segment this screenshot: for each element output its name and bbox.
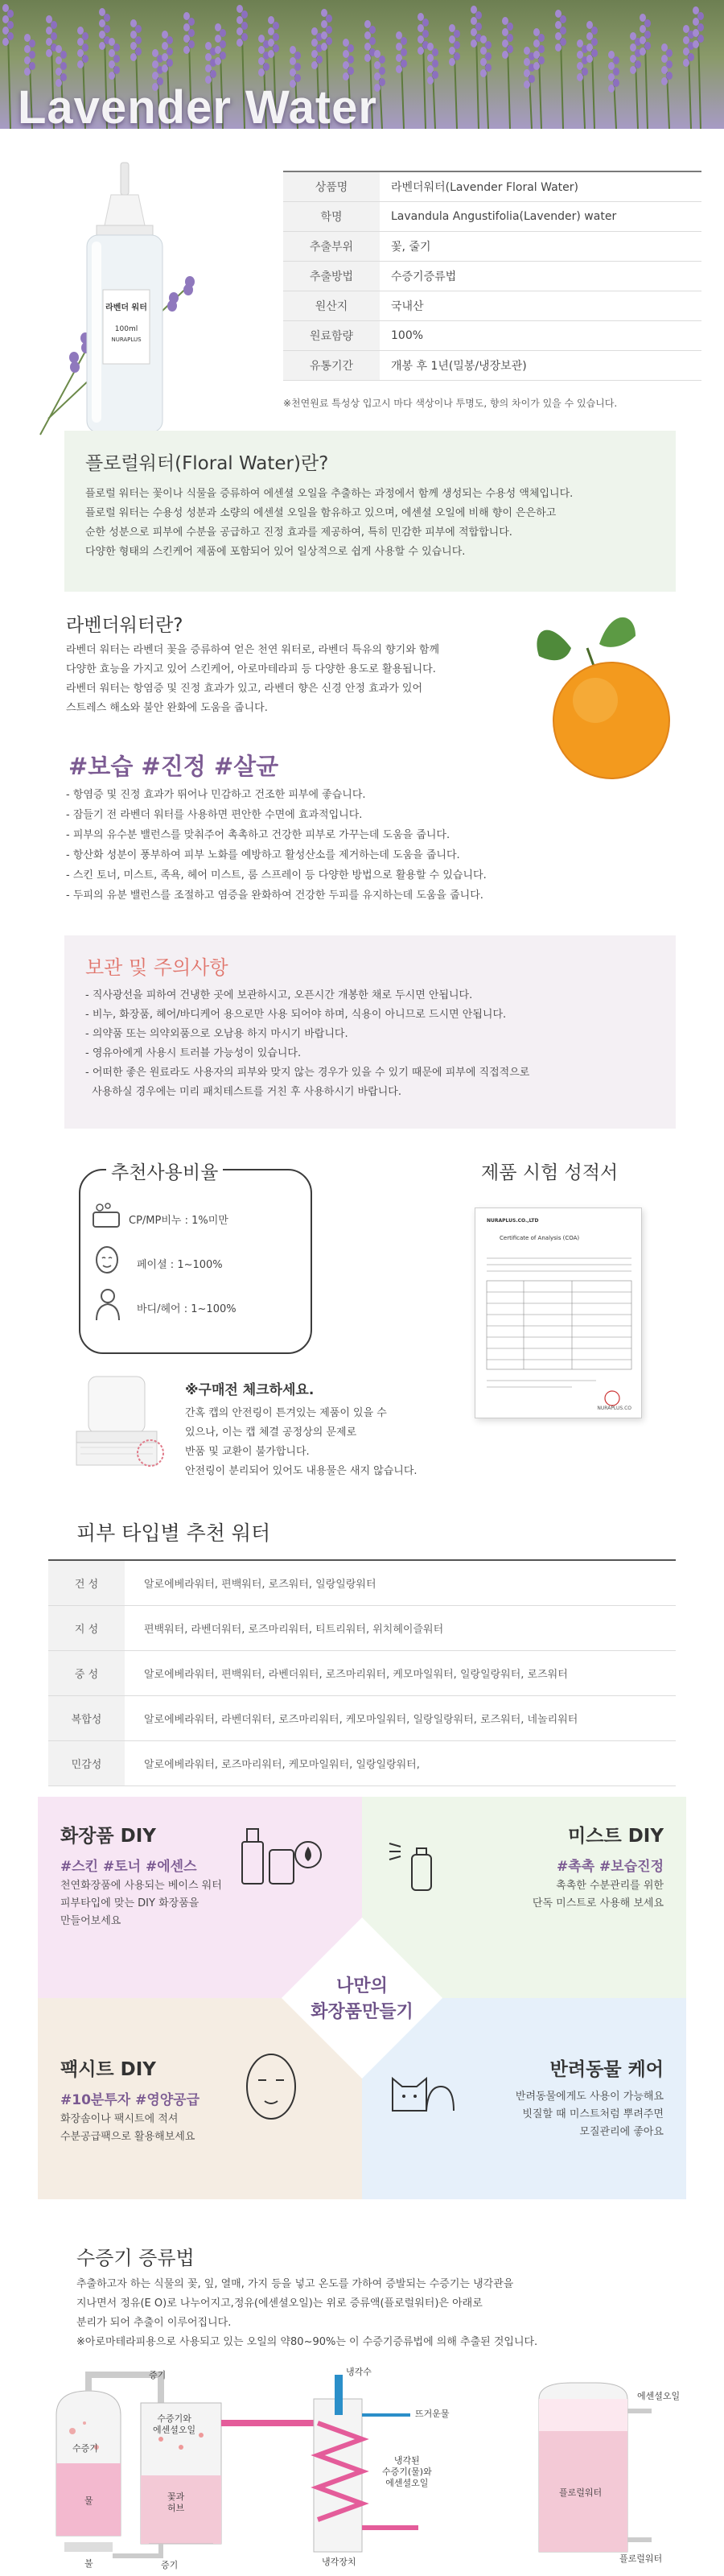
label-cooling-unit: 냉각장치 xyxy=(322,2557,356,2567)
benefit-line: - 잠들기 전 라벤더 워터를 사용하면 편안한 수면에 효과적입니다. xyxy=(66,809,363,821)
lavender-water-title: 라벤더워터란? xyxy=(66,615,183,636)
spec-row xyxy=(283,350,701,380)
benefit-list xyxy=(66,785,677,906)
floral-water-box xyxy=(64,431,676,592)
benefit-line: - 두피의 유분 밸런스를 조절하고 염증을 완화하여 건강한 두피를 유지하는데 도움을 줍니다. xyxy=(66,890,483,902)
spec-row xyxy=(283,231,701,261)
skin-type-title: 피부 타입별 추천 워터 xyxy=(76,1521,271,1545)
skin-row xyxy=(48,1740,676,1785)
skin-type: 지 성 xyxy=(48,1605,125,1650)
label-hot-water: 뜨거운물 xyxy=(415,2409,450,2419)
lavender-line: 라벤더 워터는 라벤더 꽃을 증류하여 얻은 천연 워터로, 라벤더 특유의 향기와 함께 xyxy=(66,644,440,656)
distillation-diagram xyxy=(40,2367,684,2576)
floral-line: 다양한 형태의 스킨케어 제품에 포함되어 있어 일상적으로 쉽게 사용할 수 있습니다. xyxy=(85,546,466,558)
storage-line: - 직사광선을 피하여 건냉한 곳에 보관하시고, 오픈시간 개봉한 채로 두시면 안됩니다. xyxy=(85,989,473,1001)
label-water: 물 xyxy=(84,2496,93,2506)
floral-water-text xyxy=(85,485,655,562)
distillation-text xyxy=(76,2275,656,2352)
purchase-check-title: ※구매전 체크하세요. xyxy=(185,1382,315,1398)
lavender-line: 라벤더 워터는 항염증 및 진정 효과가 있고, 라벤더 향은 신경 안정 효과가 있어 xyxy=(66,683,423,695)
bottle-label-volume: 100ml xyxy=(114,325,138,333)
skin-waters: 알로에베라워터, 로즈마리워터, 케모마일워터, 일랑일랑워터, xyxy=(125,1740,676,1785)
diy-center-title xyxy=(302,1974,422,2025)
spec-key: 원산지 xyxy=(283,291,380,320)
cosmetic-bottles-icon xyxy=(237,1818,326,1890)
diy-sheet-text xyxy=(60,2111,195,2146)
spec-value: 수증기증류법 xyxy=(380,261,701,291)
spec-key: 유통기간 xyxy=(283,350,380,380)
purchase-line: 안전링이 분리되어 있어도 내용물은 새지 않습니다. xyxy=(185,1465,418,1477)
floral-line: 순한 성분으로 피부에 수분을 공급하고 진정 효과를 제공하여, 특히 민감한 피부에 적합합니다. xyxy=(85,526,512,539)
coa-document-thumbnail[interactable] xyxy=(475,1208,642,1418)
diy-cosmetic-text xyxy=(60,1877,222,1930)
diy-center-line2: 화장품만들기 xyxy=(311,2002,413,2022)
purchase-line: 반품 및 교환이 불가합니다. xyxy=(185,1446,310,1458)
lavender-line: 다양한 효능을 가지고 있어 스킨케어, 아로마테라피 등 다양한 용도로 활용됩니다. xyxy=(66,663,436,675)
skin-waters: 알로에베라워터, 편백워터, 라벤더워터, 로즈마리워터, 케모마일워터, 일랑일랑워터, 로즈워터 xyxy=(125,1650,676,1695)
coa-heading: Certificate of Analysis (COA) xyxy=(500,1235,580,1241)
bottle-label-name: 라벤더 워터 xyxy=(105,303,147,312)
diy-sheet-title: 팩시트 DIY xyxy=(60,2059,156,2080)
storage-line: 사용하실 경우에는 미리 패치테스트를 거친 후 사용하시기 바랍니다. xyxy=(85,1086,401,1098)
skin-type: 복합성 xyxy=(48,1695,125,1740)
storage-line: - 어떠한 좋은 원료라도 사용자의 피부와 맞지 않는 경우가 있을 수 있기 때문에 피부에 직접적으로 xyxy=(85,1067,530,1079)
spec-value: 꽃, 줄기 xyxy=(380,231,701,261)
diy-cosmetic-tags: #스킨 #토너 #에센스 xyxy=(60,1859,197,1875)
storage-caution-box xyxy=(64,935,676,1129)
distillation-line: 분리가 되어 추출이 이루어집니다. xyxy=(76,2317,232,2329)
spec-value: 개봉 후 1년(밀봉/냉장보관) xyxy=(380,350,701,380)
diy-mist-line: 단독 미스트로 사용해 보세요 xyxy=(532,1897,664,1909)
diy-mist-text xyxy=(533,1877,664,1913)
spec-value: Lavandula Angustifolia(Lavender) water xyxy=(380,201,701,231)
diy-pet-title: 반려동물 케어 xyxy=(549,2059,664,2080)
label-heat: 불 xyxy=(84,2558,93,2569)
skin-waters: 편백워터, 라벤더워터, 로즈마리워터, 티트리워터, 위치헤이즐워터 xyxy=(125,1605,676,1650)
bottle-cap-illustration xyxy=(60,1368,173,1473)
spec-key: 원료함량 xyxy=(283,320,380,350)
diy-cosmetic-line: 천연화장품에 사용되는 베이스 워터 xyxy=(60,1880,222,1892)
ratio-body-hair: 바디/헤어 : 1~100% xyxy=(137,1303,237,1315)
label-steam-oil: 수증기와 에센셜오일 xyxy=(153,2413,196,2435)
diy-cosmetic-line: 만들어보세요 xyxy=(60,1915,121,1927)
diy-mist-title: 미스트 DIY xyxy=(568,1826,664,1847)
purchase-line: 간혹 캡의 안전링이 튼겨있는 제품이 있을 수 xyxy=(185,1407,387,1419)
diy-cosmetic-title: 화장품 DIY xyxy=(60,1826,156,1847)
benefit-line: - 피부의 유수분 밸런스를 맞춰주어 촉촉하고 건강한 피부로 가꾸는데 도움을 줍니다. xyxy=(66,829,450,841)
bottle-label-brand: NURAPLUS xyxy=(111,336,142,343)
skin-waters: 알로에베라워터, 라벤더워터, 로즈마리워터, 케모마일워터, 일랑일랑워터, 로즈워터, 네놀리워터 xyxy=(125,1695,676,1740)
spec-note: ※천연원료 특성상 입고시 마다 색상이나 투명도, 향의 차이가 있을 수 있습니다. xyxy=(283,398,618,409)
diy-mist-line: 촉촉한 수분관리를 위한 xyxy=(556,1880,664,1892)
distillation-line: 추출하고자 하는 식물의 꽃, 잎, 열매, 가지 등을 넣고 온도를 가하여 증발되는 수증기는 냉각관을 xyxy=(76,2278,514,2290)
storage-line: - 의약품 또는 의약외품으로 오남용 하지 마시기 바랍니다. xyxy=(85,1028,348,1040)
spec-table xyxy=(283,171,701,381)
coa-title: 제품 시험 성적서 xyxy=(481,1162,619,1183)
spec-key: 추출방법 xyxy=(283,261,380,291)
body-icon xyxy=(90,1286,125,1322)
lavender-line: 스트레스 해소와 불안 완화에 도움을 줍니다. xyxy=(66,702,268,714)
label-essential-oil: 에센셜오일 xyxy=(637,2391,681,2401)
benefit-line: - 항염증 및 진정 효과가 뛰어나 민감하고 건조한 피부에 좋습니다. xyxy=(66,789,366,801)
hero-title: Lavender Water xyxy=(18,81,377,129)
usage-ratio-title: 추천사용비율 xyxy=(106,1158,223,1184)
diy-sheet-line: 수분공급팩으로 활용해보세요 xyxy=(60,2131,195,2143)
spec-key: 상품명 xyxy=(283,171,380,201)
storage-text xyxy=(85,986,655,1102)
floral-line: 플로럴 워터는 꽃이나 식물을 증류하여 에센셜 오일을 추출하는 과정에서 함께 생성되는 수용성 액체입니다. xyxy=(85,488,574,500)
label-floral-water-in: 플로럴워터 xyxy=(559,2487,603,2498)
lavender-water-text xyxy=(66,641,516,718)
purchase-line: 있으나, 이는 캡 체결 공정상의 문제로 xyxy=(185,1426,357,1439)
skin-row xyxy=(48,1560,676,1605)
diy-sheet-tags: #10분투자 #영양공급 xyxy=(60,2092,200,2108)
spec-key: 학명 xyxy=(283,201,380,231)
spec-row xyxy=(283,201,701,231)
benefit-hashtags: #보습 #진정 #살균 xyxy=(68,753,279,780)
benefit-line: - 항산화 성분이 풍부하여 피부 노화를 예방하고 활성산소를 제거하는데 도움을 줍니다. xyxy=(66,849,460,861)
ratio-facial: 페이셜 : 1~100% xyxy=(137,1259,223,1271)
label-floral-water-out: 플로럴워터 xyxy=(619,2553,663,2564)
skin-row xyxy=(48,1695,676,1740)
coa-table-graphic xyxy=(475,1253,643,1414)
face-icon xyxy=(93,1244,121,1276)
hero-banner xyxy=(0,0,724,129)
distillation-line: 지나면서 정유(E O)로 나누어지고,정유(에센셜오일)는 위로 증류액(플로럴워터)은 아래로 xyxy=(76,2297,483,2310)
spec-row xyxy=(283,171,701,201)
diy-section xyxy=(38,1797,686,2199)
soap-icon xyxy=(90,1201,122,1230)
ratio-soap: CP/MP비누 : 1%미만 xyxy=(129,1215,228,1227)
spec-row xyxy=(283,320,701,350)
diy-center-line1: 나만의 xyxy=(336,1976,388,1996)
orange-fruit-illustration xyxy=(523,600,692,785)
skin-type: 건 성 xyxy=(48,1560,125,1605)
skin-type: 민감성 xyxy=(48,1740,125,1785)
coa-footer: NURAPLUS.CO xyxy=(597,1406,631,1411)
skin-row xyxy=(48,1605,676,1650)
coa-company: NURAPLUS.CO.,LTD xyxy=(487,1218,539,1224)
distillation-line: ※아로마테라피용으로 사용되고 있는 오일의 약80~90%는 이 수증기증류법에 의해 추출된 것입니다. xyxy=(76,2336,538,2348)
spec-value: 라벤더워터(Lavender Floral Water) xyxy=(380,171,701,201)
spray-bottle-icon xyxy=(385,1829,441,1893)
spec-value: 국내산 xyxy=(380,291,701,320)
benefit-line: - 스킨 토너, 미스트, 족욕, 헤어 미스트, 룸 스프레이 등 다양한 방법으로 활용할 수 있습니다. xyxy=(66,869,487,881)
storage-line: - 비누, 화장품, 헤어/바디케어 용으로만 사용 되어야 하며, 식용이 아니므로 드시면 안됩니다. xyxy=(85,1009,507,1021)
diy-pet-line: 모질관리에 좋아요 xyxy=(579,2126,664,2138)
diy-sheet-line: 화장솜이나 팩시트에 적셔 xyxy=(60,2113,179,2125)
spec-row xyxy=(283,291,701,320)
spec-value: 100% xyxy=(380,320,701,350)
diy-mist-tags: #촉촉 #보습진정 xyxy=(557,1859,664,1875)
label-steam-bottom: 증기 xyxy=(161,2560,179,2570)
storage-title: 보관 및 주의사항 xyxy=(85,956,228,979)
label-cooling-water: 냉각수 xyxy=(346,2367,372,2377)
skin-type: 중 성 xyxy=(48,1650,125,1695)
spec-key: 추출부위 xyxy=(283,231,380,261)
diy-pet-line: 빗질할 때 미스트처럼 뿌려주면 xyxy=(522,2108,664,2120)
skin-row xyxy=(48,1650,676,1695)
floral-water-title: 플로럴워터(Floral Water)란? xyxy=(85,453,329,474)
label-cooled: 냉각된 수증기(물)와 에센셜오일 xyxy=(382,2455,432,2488)
label-steam-top: 증기 xyxy=(149,2370,167,2380)
floral-line: 플로럴 워터는 수용성 성분과 소량의 에센셜 오일을 함유하고 있으며, 에센셜 오일에 비해 향이 은은하고 xyxy=(85,507,557,519)
distillation-title: 수증기 증류법 xyxy=(76,2247,195,2269)
diy-cosmetic-line: 피부타입에 맞는 DIY 화장품을 xyxy=(60,1897,200,1909)
purchase-check-text xyxy=(185,1404,507,1481)
label-flower-herb: 꽃과 허브 xyxy=(167,2491,185,2513)
label-steam-left: 수증기 xyxy=(72,2443,98,2454)
skin-waters: 알로에베라워터, 편백워터, 로즈워터, 일랑일랑워터 xyxy=(125,1560,676,1605)
diy-pet-text xyxy=(516,2088,664,2141)
diy-pet-line: 반려동물에게도 사용이 가능해요 xyxy=(515,2091,664,2103)
spec-row xyxy=(283,261,701,291)
skin-type-table xyxy=(48,1559,676,1786)
storage-line: - 영유아에게 사용시 트러블 가능성이 있습니다. xyxy=(85,1047,302,1059)
